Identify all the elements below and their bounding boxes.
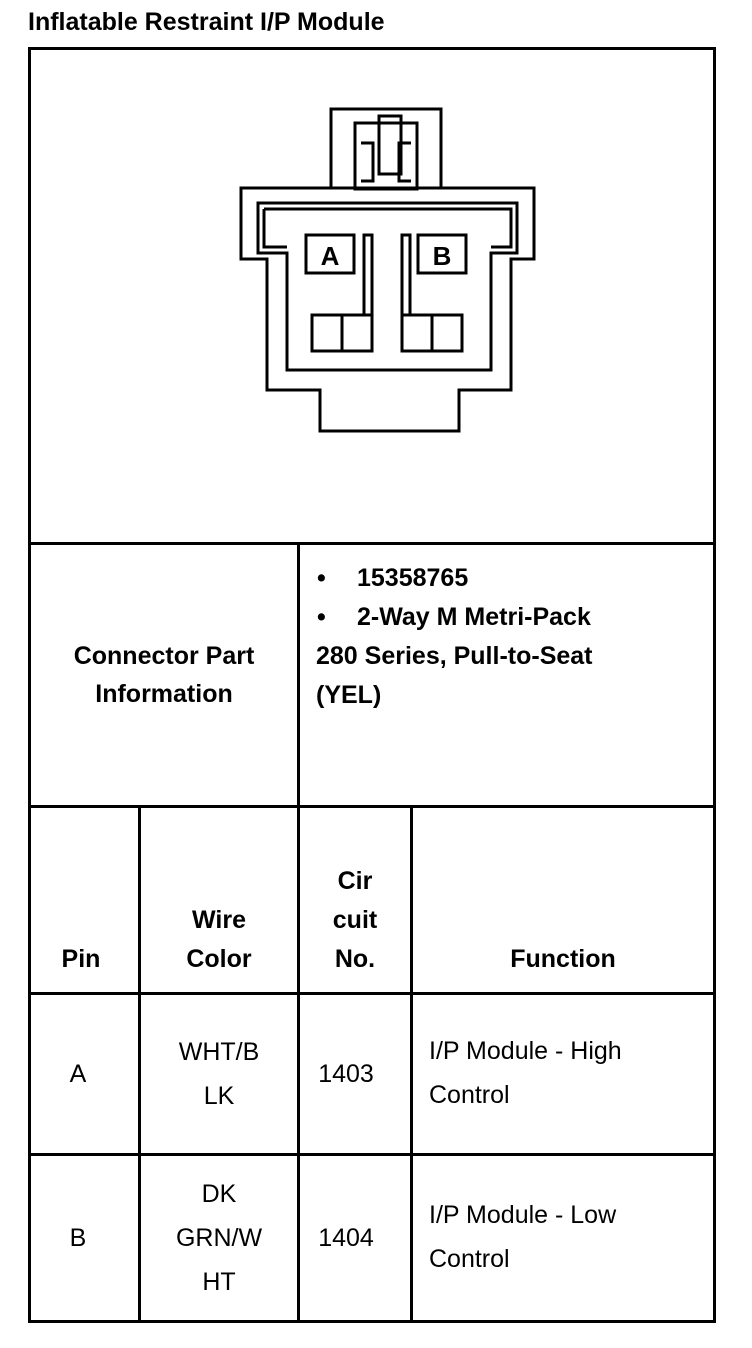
header-circuit-line1: Cir — [337, 867, 373, 895]
divider-part-info — [28, 805, 716, 808]
bullet-marker: • — [317, 603, 326, 631]
part-number: 15358765 — [357, 564, 469, 592]
row-a-pin: A — [69, 1060, 87, 1088]
header-circuit-line2: cuit — [332, 906, 378, 934]
header-pin: Pin — [61, 945, 101, 973]
cavity-label-a: A — [320, 241, 340, 271]
table-border-bottom — [28, 1320, 716, 1323]
header-function: Function — [510, 945, 616, 973]
part-info-label-line1: Connector Part — [73, 642, 255, 670]
row-a-func-line2: Control — [429, 1081, 510, 1109]
bullet-marker: • — [317, 564, 326, 592]
part-desc-line3: (YEL) — [316, 681, 382, 709]
page-title: Inflatable Restraint I/P Module — [28, 8, 385, 36]
part-desc-line2: 280 Series, Pull-to-Seat — [316, 642, 593, 670]
part-info-value — [316, 559, 716, 715]
row-b-wire-line2: GRN/W — [175, 1224, 263, 1252]
divider-col-3 — [410, 805, 413, 1323]
connector-diagram — [28, 47, 716, 542]
row-a-wire-line2: LK — [203, 1082, 235, 1110]
row-b-wire-color — [141, 1156, 297, 1320]
row-a-circuit: 1403 — [318, 1060, 374, 1088]
connector-table — [28, 47, 716, 1323]
part-desc-line1: 2-Way M Metri-Pack — [357, 603, 591, 631]
row-b-wire-line1: DK — [201, 1180, 237, 1208]
header-circuit-line3: No. — [334, 945, 376, 973]
row-b-func-line1: I/P Module - Low — [429, 1201, 617, 1229]
divider-part-info-vertical — [297, 542, 300, 806]
row-a-func-line1: I/P Module - High — [429, 1037, 622, 1065]
header-wire-color — [141, 901, 297, 979]
row-b-pin: B — [69, 1224, 87, 1252]
cavity-label-b: B — [432, 241, 452, 271]
row-b-function — [429, 1193, 709, 1281]
part-info-label — [31, 545, 297, 805]
row-b-func-line2: Control — [429, 1245, 510, 1273]
part-info-label-line2: Information — [95, 680, 233, 708]
header-wire-color-line2: Color — [186, 945, 252, 973]
row-a-wire-color — [141, 995, 297, 1153]
part-desc-row — [316, 598, 716, 637]
row-a-wire-line1: WHT/B — [178, 1038, 260, 1066]
row-b-circuit: 1404 — [318, 1224, 374, 1252]
header-wire-color-line1: Wire — [192, 906, 246, 934]
row-b-wire-line3: HT — [202, 1268, 236, 1296]
part-number-row — [316, 559, 716, 598]
row-a-function — [429, 1029, 709, 1117]
header-circuit-no — [300, 862, 410, 979]
